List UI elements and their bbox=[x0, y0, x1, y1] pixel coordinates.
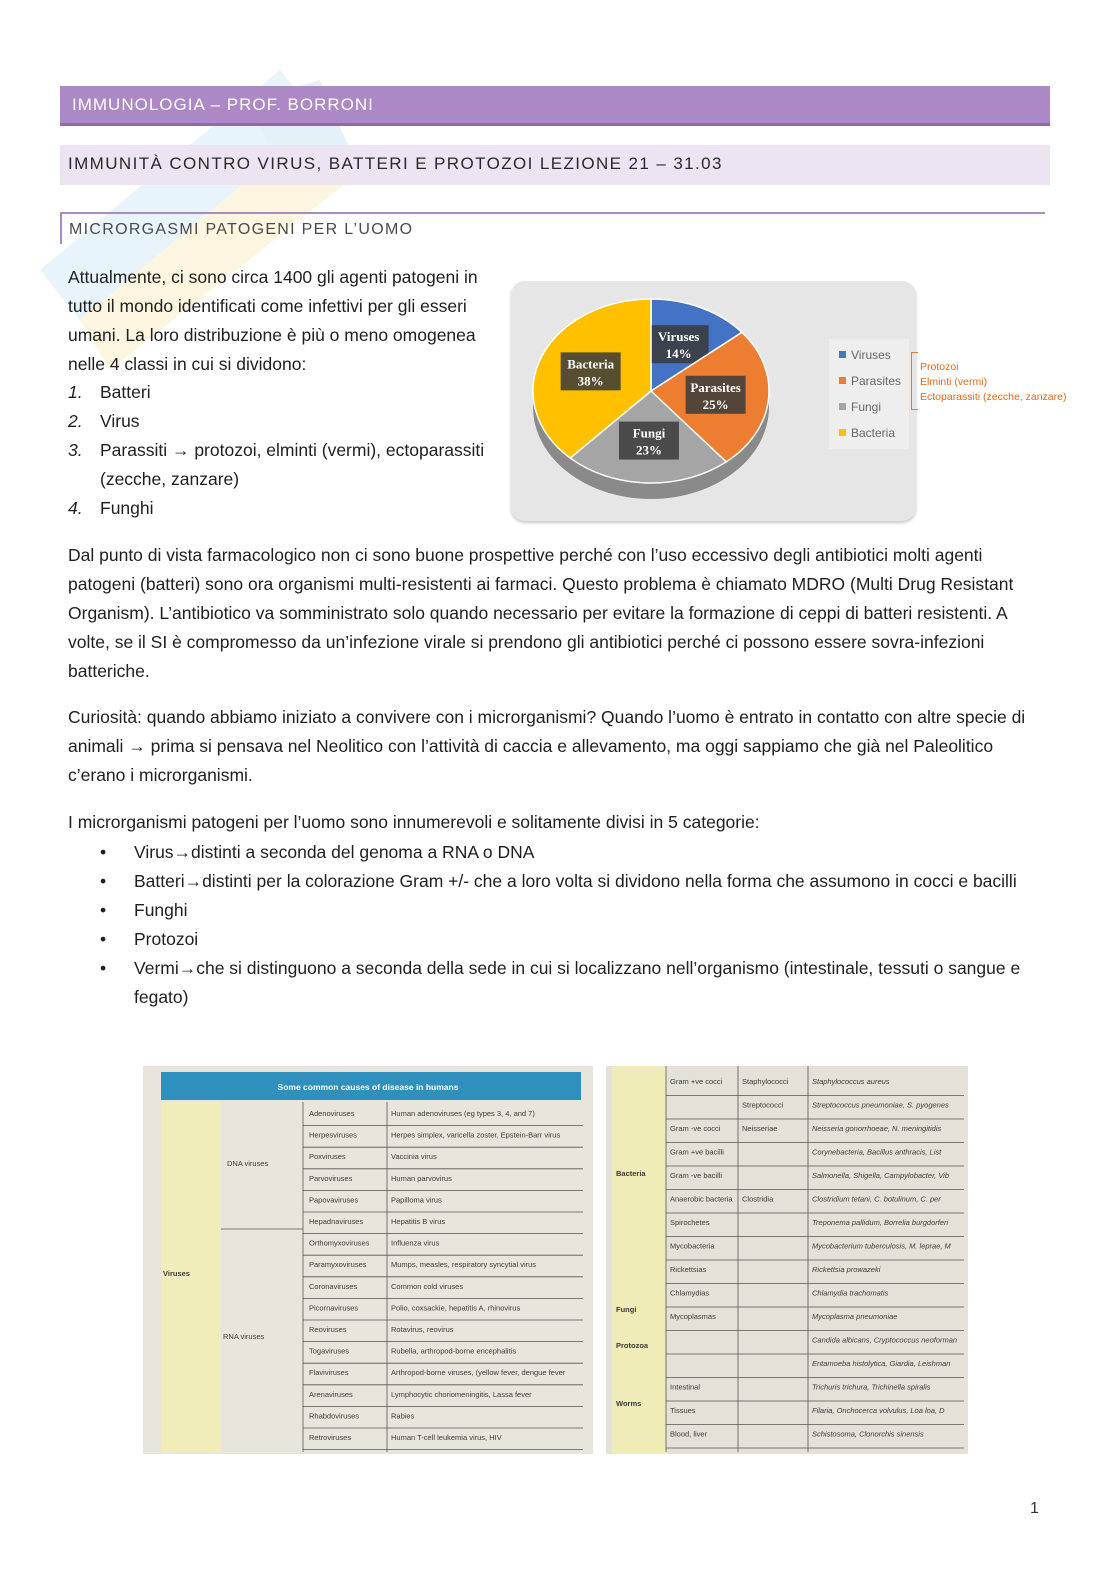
table-cell: Mycobacteria bbox=[670, 1241, 715, 1251]
table-cell: Mumps, measles, respiratory syncytial virus bbox=[391, 1260, 537, 1270]
list-text: Batteri bbox=[100, 382, 151, 402]
table-cell: Chlamydia trachomatis bbox=[812, 1288, 889, 1298]
table-cell: Hepatitis B virus bbox=[391, 1217, 446, 1226]
pie-data-label: Bacteria bbox=[567, 356, 615, 372]
legend-label: Fungi bbox=[851, 400, 882, 414]
table-cell: Blood, liver bbox=[670, 1429, 708, 1439]
table-cell: Human parvovirus bbox=[391, 1173, 452, 1183]
bullet-icon: • bbox=[100, 958, 107, 978]
legend-label: Parasites bbox=[851, 374, 902, 388]
group-label: Protozoa bbox=[616, 1341, 649, 1350]
paragraph-curiosity: Curiosità: quando abbiamo iniziato a convivere con i microrganismi? Quando l’uomo è entrato in contatto con altre specie di animali → prima si pensava nel Neolitico con l’attività di caccia e allevamento, ma oggi sappiamo che già nel Paleolitico c’erano i microrganismi. bbox=[68, 707, 1026, 785]
list-item bbox=[68, 436, 498, 494]
table-cell: Neisseria gonorrhoeae, N. meningitidis bbox=[812, 1124, 942, 1133]
annotation-line: Elminti (vermi) bbox=[920, 376, 988, 388]
table-cell: Human adenoviruses (eg types 3, 4, and 7) bbox=[391, 1109, 535, 1118]
bullet-list bbox=[100, 838, 1040, 1012]
bullet-text: Funghi bbox=[134, 900, 188, 920]
legend-label: Viruses bbox=[851, 348, 891, 362]
table-cell: Lymphocytic choriomeningitis, Lassa fever bbox=[391, 1389, 532, 1399]
parasites-annotation bbox=[920, 360, 1066, 405]
table-cell: Gram +ve bacilli bbox=[670, 1147, 724, 1157]
pie-data-label: Fungi bbox=[632, 425, 666, 441]
virus-table bbox=[143, 1066, 593, 1454]
bullet-text: Vermi→che si distinguono a seconda della sede in cui si localizzano nell’organismo (intestinale, tessuti o sangue e fegato) bbox=[134, 958, 1021, 1007]
legend-swatch bbox=[839, 403, 846, 410]
pie-data-label: 25% bbox=[702, 396, 729, 412]
table-cell: Herpes simplex, varicella zoster, Epstein-Barr virus bbox=[391, 1130, 561, 1140]
legend-swatch bbox=[839, 377, 846, 384]
pie-data-label: 14% bbox=[665, 346, 692, 362]
table-cell: Human T-cell leukemia virus, HIV bbox=[391, 1433, 502, 1442]
list-item bbox=[68, 407, 498, 436]
section-heading-box bbox=[60, 212, 1045, 244]
group-column bbox=[612, 1066, 666, 1454]
bacteria-table bbox=[606, 1066, 968, 1454]
table-cell: Mycobacterium tuberculosis, M. leprae, M bbox=[812, 1241, 951, 1251]
subgroup-label: RNA viruses bbox=[223, 1332, 265, 1341]
table-cell: Picornaviruses bbox=[309, 1303, 359, 1313]
table-cell: Trichuris trichura, Trichinella spiralis bbox=[812, 1382, 931, 1392]
table-title: Some common causes of disease in humans bbox=[277, 1082, 459, 1092]
list-text: Virus bbox=[100, 411, 140, 431]
list-number: 4. bbox=[68, 498, 83, 518]
table-cell: Staphylococci bbox=[742, 1077, 789, 1086]
table-cell: Anaerobic bacteria bbox=[670, 1194, 733, 1204]
table-cell: Reoviruses bbox=[309, 1325, 347, 1334]
bullet-icon: • bbox=[100, 871, 107, 891]
table-cell: Orthomyxoviruses bbox=[309, 1238, 370, 1248]
table-cell: Tissues bbox=[670, 1406, 696, 1415]
bullet-item bbox=[100, 896, 1040, 925]
bullet-item bbox=[100, 867, 1040, 896]
table-cell: Herpesviruses bbox=[309, 1130, 357, 1140]
table-cell: Poxviruses bbox=[309, 1152, 346, 1162]
table-cell: Papilloma virus bbox=[391, 1195, 442, 1205]
page-number: 1 bbox=[1030, 1500, 1039, 1517]
pie-data-label: Parasites bbox=[690, 379, 741, 395]
bullet-icon: • bbox=[100, 900, 107, 920]
table-cell: Mycoplasmas bbox=[670, 1312, 716, 1321]
list-number: 2. bbox=[68, 411, 83, 431]
list-number: 3. bbox=[68, 440, 83, 460]
table-cell: Mycoplasma pneumoniae bbox=[812, 1312, 898, 1321]
annotation-line: Ectoparassiti (zecche, zanzare) bbox=[920, 391, 1067, 403]
table-cell: Arthropod-borne viruses, (yellow fever, dengue fever bbox=[391, 1368, 566, 1378]
table-cell: Rhabdoviruses bbox=[309, 1411, 360, 1421]
table-cell: Filaria, Onchocerca volvulus, Loa loa, D bbox=[812, 1406, 945, 1415]
group-label: Worms bbox=[616, 1399, 642, 1408]
table-cell: Staphylococcus aureus bbox=[812, 1077, 890, 1086]
table-cell: Treponema pallidum, Borrelia burgdorferi bbox=[812, 1218, 949, 1227]
table-cell: Neisseriae bbox=[742, 1124, 778, 1133]
table-cell: Parvoviruses bbox=[309, 1173, 353, 1183]
table-cell: Spirochetes bbox=[670, 1218, 710, 1227]
subgroup-label: DNA viruses bbox=[227, 1159, 269, 1168]
bullet-text: Virus→distinti a seconda del genoma a RNA o DNA bbox=[134, 842, 535, 862]
bullet-item bbox=[100, 925, 1040, 954]
list-number: 1. bbox=[68, 382, 83, 402]
table-cell: Papovaviruses bbox=[309, 1195, 359, 1205]
table-cell: Gram -ve cocci bbox=[670, 1124, 721, 1133]
table-cell: Rubella, arthropod-borne encephalitis bbox=[391, 1346, 517, 1356]
paragraph-categories: I microrganismi patogeni per l’uomo sono innumerevoli e solitamente divisi in 5 categorie: bbox=[68, 812, 760, 832]
pie-data-label: Viruses bbox=[657, 329, 700, 345]
bullet-text: Batteri→distinti per la colorazione Gram +/- che a loro volta si dividono nella forma che assumono in cocci e bacilli bbox=[134, 871, 1017, 891]
table-cell: Salmonella, Shigella, Campylobacter, Vib bbox=[812, 1171, 950, 1180]
lesson-subtitle-bar bbox=[60, 145, 1050, 185]
table-cell: Streptococci bbox=[742, 1100, 784, 1110]
table-cell: Candida albicans, Cryptococcus neoforman bbox=[812, 1335, 958, 1345]
table-cell: Paramyxoviruses bbox=[309, 1260, 367, 1270]
group-label: Bacteria bbox=[616, 1169, 646, 1178]
pie-chart-card bbox=[511, 281, 916, 521]
table-cell: Clostridium tetani, C. botulinum, C. per bbox=[812, 1194, 941, 1204]
table-cell: Rabies bbox=[391, 1411, 415, 1421]
table-cell: Gram +ve cocci bbox=[670, 1077, 723, 1086]
table-cell: Gram -ve bacilli bbox=[670, 1171, 723, 1180]
numbered-list bbox=[68, 378, 498, 523]
list-text: Funghi bbox=[100, 498, 154, 518]
group-label: Viruses bbox=[163, 1269, 190, 1278]
table-cell: Rickettsia prowazeki bbox=[812, 1265, 881, 1274]
table-cell: Rickettsias bbox=[670, 1265, 707, 1274]
bullet-icon: • bbox=[100, 842, 107, 862]
annotation-line: Protozoi bbox=[920, 361, 959, 373]
table-cell: Hepadnaviruses bbox=[309, 1217, 364, 1226]
intro-paragraph: Attualmente, ci sono circa 1400 gli agenti patogeni in tutto il mondo identificati come infettivi per gli esseri umani. La loro distribuzione è più o meno omogenea nelle 4 classi in cui si dividono: bbox=[68, 267, 478, 374]
list-text: Parassiti → protozoi, elminti (vermi), ectoparassiti (zecche, zanzare) bbox=[100, 440, 485, 489]
document-title: IMMUNOLOGIA – PROF. BORRONI bbox=[72, 95, 374, 114]
virus-table-photo bbox=[143, 1066, 593, 1454]
paragraph-antibiotics: Dal punto di vista farmacologico non ci sono buone prospettive perché con l’uso eccessivo degli antibiotici molti agenti patogeni (batteri) sono ora organismi multi-resistenti ai farmaci. Questo problema è chiamato MDRO (Multi Drug Resistant Organism). L’antibiotico va somministrato solo quando necessario per evitare la formazione di ceppi di batteri resistenti. A volte, se il SI è compromesso da un’infezione virale si prendono gli antibiotici perché ci possono essere sovra-infezioni batteriche. bbox=[68, 545, 1014, 681]
bullet-item bbox=[100, 954, 1040, 1012]
list-item bbox=[68, 378, 498, 407]
pie-data-label: 23% bbox=[635, 442, 662, 458]
table-cell: Schistosoma, Clonorchis sinensis bbox=[812, 1429, 924, 1439]
annotation-bracket bbox=[911, 352, 918, 410]
bacteria-table-photo bbox=[606, 1066, 968, 1454]
bullet-text: Protozoi bbox=[134, 929, 199, 949]
table-cell: Vaccinia virus bbox=[391, 1152, 437, 1162]
table-cell: Rotavirus, reovirus bbox=[391, 1325, 454, 1334]
table-cell: Arenaviruses bbox=[309, 1389, 353, 1399]
bullet-item bbox=[100, 838, 1040, 867]
table-cell: Togaviruses bbox=[309, 1346, 350, 1356]
legend-label: Bacteria bbox=[851, 426, 896, 440]
table-cell: Influenza virus bbox=[391, 1238, 440, 1248]
table-cell: Polio, coxsackie, hepatitis A, rhinovirus bbox=[391, 1303, 521, 1313]
table-cell: Streptococcus pneumoniae, S. pyogenes bbox=[812, 1100, 949, 1110]
table-cell: Corynebacteria, Bacillus anthracis, List bbox=[812, 1147, 942, 1157]
table-cell: Intestinal bbox=[670, 1382, 701, 1392]
lesson-subtitle: IMMUNITÀ CONTRO VIRUS, BATTERI E PROTOZOI LEZIONE 21 – 31.03 bbox=[68, 154, 723, 173]
table-cell: Clostridia bbox=[742, 1194, 774, 1204]
bullet-icon: • bbox=[100, 929, 107, 949]
table-cell: Chlamydias bbox=[670, 1288, 710, 1298]
legend-swatch bbox=[839, 429, 846, 436]
table-cell: Coronaviruses bbox=[309, 1281, 358, 1291]
pie-data-label: 38% bbox=[577, 373, 604, 389]
pie-chart bbox=[511, 281, 916, 521]
table-cell: Adenoviruses bbox=[309, 1109, 355, 1118]
section-heading: MICRORGASMI PATOGENI PER L’UOMO bbox=[69, 221, 414, 238]
table-cell: Common cold viruses bbox=[391, 1281, 464, 1291]
table-cell: Retroviruses bbox=[309, 1433, 352, 1442]
document-title-bar bbox=[60, 86, 1050, 126]
legend-swatch bbox=[839, 351, 846, 358]
list-item bbox=[68, 494, 498, 523]
table-cell: Flaviviruses bbox=[309, 1368, 349, 1378]
group-label: Fungi bbox=[616, 1305, 637, 1314]
table-cell: Entamoeba histolytica, Giardia, Leishman bbox=[812, 1359, 951, 1368]
